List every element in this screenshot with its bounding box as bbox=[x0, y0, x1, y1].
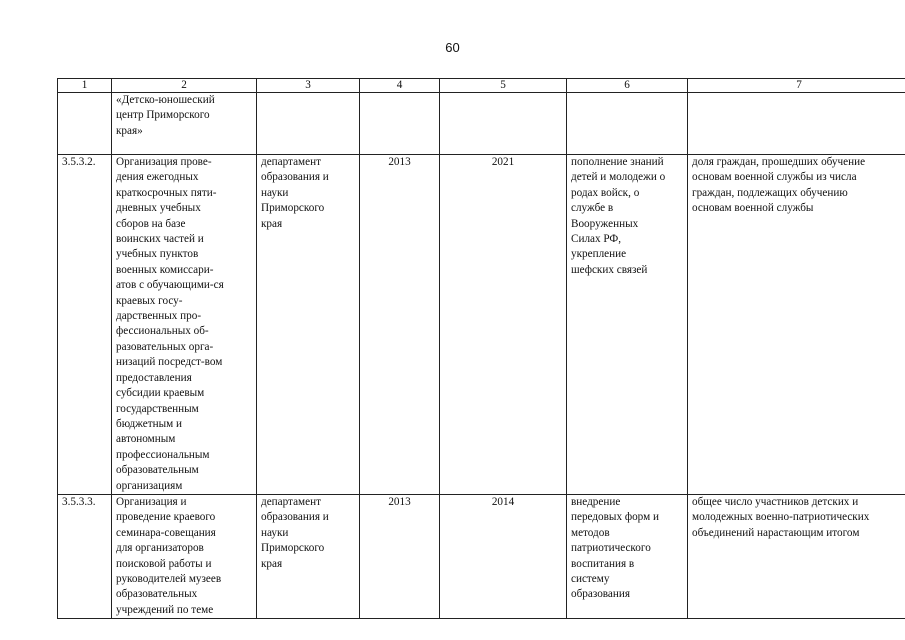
result-line: передовых форм и bbox=[571, 511, 659, 524]
result-line: родах войск, о bbox=[571, 186, 640, 199]
indicator bbox=[688, 494, 905, 618]
measure-name-line: воинских частей и bbox=[116, 233, 204, 246]
measure-name-line: Организация прове- bbox=[116, 156, 212, 168]
row-number: 3.5.3.2. bbox=[58, 155, 112, 495]
result-line: Силах РФ, bbox=[571, 233, 622, 246]
measure-name-line: субсидии краевым bbox=[116, 387, 205, 400]
result-line: образования bbox=[571, 588, 631, 601]
executor bbox=[257, 494, 360, 618]
measure-name-line: дневных учебных bbox=[116, 202, 201, 215]
measure-name bbox=[112, 93, 257, 155]
measure-name-line: организациям bbox=[116, 479, 183, 492]
measure-name-line: руководителей музеев bbox=[116, 572, 222, 585]
result-line: шефских связей bbox=[571, 263, 648, 276]
measure-name-line: предоставления bbox=[116, 371, 192, 384]
measure-name-line: образовательных bbox=[116, 588, 198, 601]
result-line: детей и молодежи о bbox=[571, 171, 666, 184]
measure-name-line: автономным bbox=[116, 433, 176, 446]
header-row bbox=[58, 79, 905, 93]
measure-name-line: края» bbox=[116, 124, 143, 137]
header-col-7: 7 bbox=[688, 79, 905, 93]
measure-name-line: краевых госу- bbox=[116, 294, 183, 307]
executor bbox=[257, 155, 360, 495]
measure-name-line: разовательных орга- bbox=[116, 340, 214, 353]
result-line: службе в bbox=[571, 202, 614, 215]
executor-line: образования и bbox=[261, 511, 329, 524]
result-line: внедрение bbox=[571, 495, 621, 508]
result-line: укрепление bbox=[571, 248, 627, 261]
indicator bbox=[688, 155, 905, 495]
measure-name-line: поисковой работы и bbox=[116, 557, 212, 570]
result-line: пополнение знаний bbox=[571, 156, 664, 168]
measure-name-line: семинара-совещания bbox=[116, 526, 216, 539]
executor-line: образования и bbox=[261, 171, 329, 184]
executor-line: департамент bbox=[261, 156, 321, 168]
measure-name-line: сборов на базе bbox=[116, 217, 186, 230]
measure-name-line: учебных пунктов bbox=[116, 248, 199, 261]
indicator-line: основам военной службы bbox=[692, 202, 814, 215]
end-year: 2014 bbox=[440, 494, 567, 618]
expected-result bbox=[567, 155, 688, 495]
result-line: Вооруженных bbox=[571, 217, 639, 230]
measure-name-line: фессиональных об- bbox=[116, 325, 209, 338]
table-row bbox=[58, 155, 905, 495]
row-number bbox=[58, 93, 112, 155]
measure-name-line: образовательным bbox=[116, 464, 199, 477]
start-year: 2013 bbox=[360, 494, 440, 618]
measure-name-line: «Детско-юношеский bbox=[116, 94, 215, 106]
executor bbox=[257, 93, 360, 155]
page-number: 60 bbox=[445, 40, 460, 55]
executor-line: края bbox=[261, 217, 283, 230]
row-number: 3.5.3.3. bbox=[58, 494, 112, 618]
indicator-line: доля граждан, прошедших обучение bbox=[692, 156, 866, 168]
start-year: 2013 bbox=[360, 155, 440, 495]
measure-name-line: атов с обучающими-ся bbox=[116, 279, 224, 292]
indicator-line: общее число участников детских и bbox=[692, 495, 859, 508]
end-year: 2021 bbox=[440, 155, 567, 495]
table-row bbox=[58, 93, 905, 155]
header-col-6: 6 bbox=[567, 79, 688, 93]
header-col-4: 4 bbox=[360, 79, 440, 93]
measure-name-line: Организация и bbox=[116, 495, 187, 508]
indicator-line: объединений нарастающим итогом bbox=[692, 526, 860, 539]
table-row bbox=[58, 494, 905, 618]
measure-name bbox=[112, 494, 257, 618]
measure-name-line: для организаторов bbox=[116, 542, 204, 555]
executor-line: Приморского bbox=[261, 202, 325, 215]
measure-name-line: профессиональным bbox=[116, 448, 210, 461]
indicator-line: молодежных военно-патриотических bbox=[692, 511, 870, 524]
measure-name-line: дарственных про- bbox=[116, 310, 202, 323]
end-year bbox=[440, 93, 567, 155]
executor-line: края bbox=[261, 557, 283, 570]
measure-name-line: проведение краевого bbox=[116, 511, 216, 524]
expected-result bbox=[567, 93, 688, 155]
indicator bbox=[688, 93, 905, 155]
result-line: патриотического bbox=[571, 542, 651, 555]
header-col-2: 2 bbox=[112, 79, 257, 93]
indicator-line: основам военной службы из числа bbox=[692, 171, 857, 184]
header-col-3: 3 bbox=[257, 79, 360, 93]
result-line: методов bbox=[571, 526, 610, 539]
measure-name-line: низаций посредст-вом bbox=[116, 356, 223, 369]
executor-line: Приморского bbox=[261, 542, 325, 555]
measure-name-line: учреждений по теме bbox=[116, 603, 214, 616]
measure-name-line: центр Приморского bbox=[116, 109, 210, 122]
executor-line: департамент bbox=[261, 495, 321, 508]
result-line: систему bbox=[571, 572, 610, 585]
header-col-5: 5 bbox=[440, 79, 567, 93]
measure-name-line: краткосрочных пяти- bbox=[116, 186, 217, 199]
measure-name-line: дения ежегодных bbox=[116, 171, 199, 184]
measure-name bbox=[112, 155, 257, 495]
start-year bbox=[360, 93, 440, 155]
measure-name-line: бюджетным и bbox=[116, 417, 182, 430]
program-measures-table bbox=[57, 78, 905, 619]
indicator-line: граждан, подлежащих обучению bbox=[692, 186, 848, 199]
executor-line: науки bbox=[261, 186, 289, 199]
result-line: воспитания в bbox=[571, 557, 635, 570]
expected-result bbox=[567, 494, 688, 618]
measure-name-line: государственным bbox=[116, 402, 199, 415]
measure-name-line: военных комиссари- bbox=[116, 263, 214, 276]
executor-line: науки bbox=[261, 526, 289, 539]
header-col-1: 1 bbox=[58, 79, 112, 93]
